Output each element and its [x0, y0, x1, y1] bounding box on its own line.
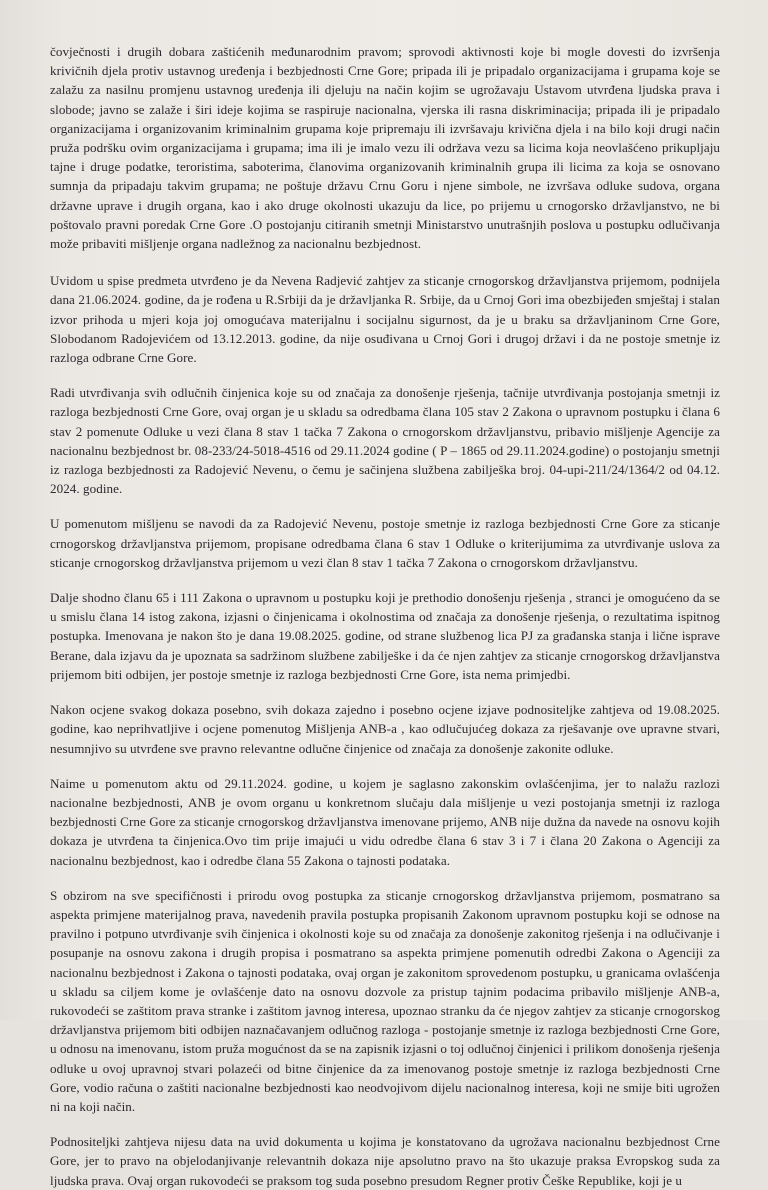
paragraph-evidence-assessment: Nakon ocjene svakog dokaza posebno, svih dokaza zajedno i posebno ocjene izjave podnositeljke zahtjeva od 19.08.2025. godine, kao neprihvatljive i ocjene pomenutog Mišljenja ANB-a , kao odlučujućeg dokaza za rješavanje ove upravne stvari, nesumnjivo su utvrđene sve pravno relevantne odlučne činjenice od značaja za donošenje zakonite odluke.: [50, 702, 720, 756]
paragraph-security-grounds: čovječnosti i drugih dobara zaštićenih međunarodnim pravom; sprovodi aktivnosti koje bi mogle dovesti do izvršenja krivičnih djela protiv ustavnog uređenja i bezbjednosti Crne Gore; pripada ili je pripadalo organizacijama i grupama koje se zalažu za nasilnu promjenu ustavnog uređenja ili djeluju na način kojim se ugrožavaju Ustavom utvrđena ljudska prava i slobode; javno se zalaže i širi ideje kojima se raspiruje nacionalna, vjerska ili rasna diskriminacija; pripada ili je pripadalo organizacijama i organizovanim kriminalnim grupama koje pripremaju ili izvršavaju krivična djela i na bilo koji drugi način pruža podršku ovim organizacijama i grupama; ima ili je imalo vezu ili održava vezu sa licima koja neovlašćeno prikupljaju tajne i druge podatke, teroristima, saboterima, članovima organizovanih kriminalnih grupa ili licima za koja se osnovano sumnja da pripadaju takvim grupama; ne poštuje državu Crnu Goru i njene simbole, ne izvršava odluke sudova, organa državne uprave i drugih organa, kao i ako druge okolnosti ukazuju da lice, po prijemu u crnogorsko državljanstvo, ne bi poštovalo pravni poredak Crne Gore .O postojanju citiranih smetnji Ministarstvo unutrašnjih poslova u postupku odlučivanja može pribaviti mišljenje organa nadležnog za nacionalnu bezbjednost.: [50, 44, 720, 252]
paragraph-party-statement: Dalje shodno članu 65 i 111 Zakona o upravnom u postupku koji je prethodio donošenju rješenja , stranci je omogućeno da se u smislu člana 14 istog zakona, izjasni o činjenicama i okolnostima od značaja za donošenje rješenja, o rezultatima ispitnog postupka. Imenovana je nakon što je dana 19.08.2025. godine, od strane službenog lica PJ za građanska stanja i lične isprave Berane, dala izjavu da je upoznata sa sadržinom službene zabilješke i da će njen zahtjev za sticanje crnogorskog državljanstva prijemom biti odbijen, jer postoje smetnje iz razloga bezbjednosti Crne Gore, ista nema primjedbi.: [50, 590, 720, 682]
paragraph-document-access: Podnositeljki zahtjeva nijesu data na uvid dokumenta u kojima je konstatovano da ugrožava nacionalnu bezbjednost Crne Gore, jer to pravo na objelodanjivanje relevantnih dokaza nije apsolutno pravo na što ukazuje praksa Evropskog suda za ljudska prava. Ovaj organ rukovodeći se praksom tog suda posebno presudom Regner protiv Češke Republike, koji je u: [50, 1134, 720, 1188]
paragraph-case-facts: Uvidom u spise predmeta utvrđeno je da Nevena Radjević zahtjev za sticanje crnogorskog državljanstva prijemom, podnijela dana 21.06.2024. godine, da je rođena u R.Srbiji da je državljanka R. Srbije, da u Crnoj Gori ima obezbijeđen smještaj i stalan izvor prihoda u mjeri koja joj omogućava materijalnu i socijalnu sigurnost, da je u braku sa državljaninom Crne Gore, Slobodanom Radojevićem od 13.12.2013. godine, da nije osuđivana u Crnoj Gori i drugoj državi i da ne postoje smetnje iz razloga odbrane Crne Gore.: [50, 273, 720, 366]
paragraph-procedure-reasoning: S obzirom na sve specifičnosti i prirodu ovog postupka za sticanje crnogorskog državljanstva prijemom, posmatrano sa aspekta primjene materijalnog prava, navedenih pravila postupka propisanih Zakonom upravnom postupku koji se odnose na pravilno i potpuno utvrđivanje svih činjenica i okolnosti koje su od značaja za donošenje zakonitog rješenja i na odlučivanje i posupanje na osnovu zakona i drugih propisa i posmatrano sa aspekta primjene pomenutih odredbi Zakona o Agenciji za nacionalnu bezbjednost i Zakona o tajnosti podataka, ovaj organ je zakonitom sprovedenom postupku, u granicama ovlašćenja u skladu sa ciljem kome je ovlašćenje dato na osnovu dozvole za pristup tajnim podacima pribavilo mišljenje ANB-a, rukovodeći se zaštitom prava stranke i zaštitom javnog interesa, upoznao stranku da će njegov zahtjev za sticanje crnogorskog državljanstva prijemom biti odbijen naznačavanjem odlučnog razloga - postojanje smetnje iz razloga bezbjednosti Crne Gore, u odnosu na imenovanu, istom pruža mogućnost da se na zapisnik izjasni o toj odlučnoj činjenici i prilikom donošenja rješenja odluke u ovoj upravnoj stvari polazeći od bitne činjenice da za imenovanog postoje smetnje iz razloga bezbjednosti Crne Gore, vodio računa o zaštiti nacionalne bezbjednosti kao neodvojivom dijelu nacionalnog interesa, koji ne smije biti ugrožen ni na koji način.: [50, 887, 720, 1114]
paragraph-anb-opinion-request: Radi utvrđivanja svih odlučnih činjenica koje su od značaja za donošenje rješenja, tačnije utvrđivanja postojanja smetnji iz razloga bezbjednosti Crne Gore, ovaj organ je u skladu sa odredbama člana 105 stav 2 Zakona o upravnom postupku i člana 6 stav 2 pomenute Odluke u vezi člana 8 stav 1 tačka 7 Zakona o crnogorskom državljanstvu, pribavio mišljenje Agencije za nacionalnu bezbjednost br. 08-233/24-5018-4516 od 29.11.2024 godine ( P – 1865 od 29.11.2024.godine) o postojanju smetnji iz razloga bezbjednosti za Radojević Nevenu, o čemu je sačinjena službena zabilješka broj. 04-upi-211/24/1364/2 od 04.12. 2024. godine.: [50, 385, 720, 497]
paragraph-anb-authority: Naime u pomenutom aktu od 29.11.2024. godine, u kojem je saglasno zakonskim ovlašćenjima, jer to nalažu razlozi nacionalne bezbjednosti, ANB je ovom organu u konkretnom slučaju dala mišljenje u vezi postojanja smetnji iz razloga bezbjednosti Crne Gore za sticanje crnogorskog državljanstva imenovane prijemo, ANB nije dužna da navede na osnovu kojih dokaza je utvrđena ta činjenica.Ovo tim prije imajući u vidu odredbe člana 6 stav 3 i 7 i člana 20 Zakona o Agenciji za nacionalnu bezbjednost, kao i odredbe člana 55 Zakona o tajnosti podataka.: [50, 775, 720, 868]
paragraph-opinion-content: U pomenutom mišljenu se navodi da za Radojević Nevenu, postoje smetnje iz razloga bezbjednosti Crne Gore za sticanje crnogorskog državljanstva prijemom, propisane odredbama člana 6 stav 1 Odluke o kriterijumima za utvrđivanje uslova za sticanje crnogorskog državljanstva prijemom u vezi član 8 stav 1 tačka 7 Zakona o crnogorskom državljanstvu.: [50, 516, 720, 570]
